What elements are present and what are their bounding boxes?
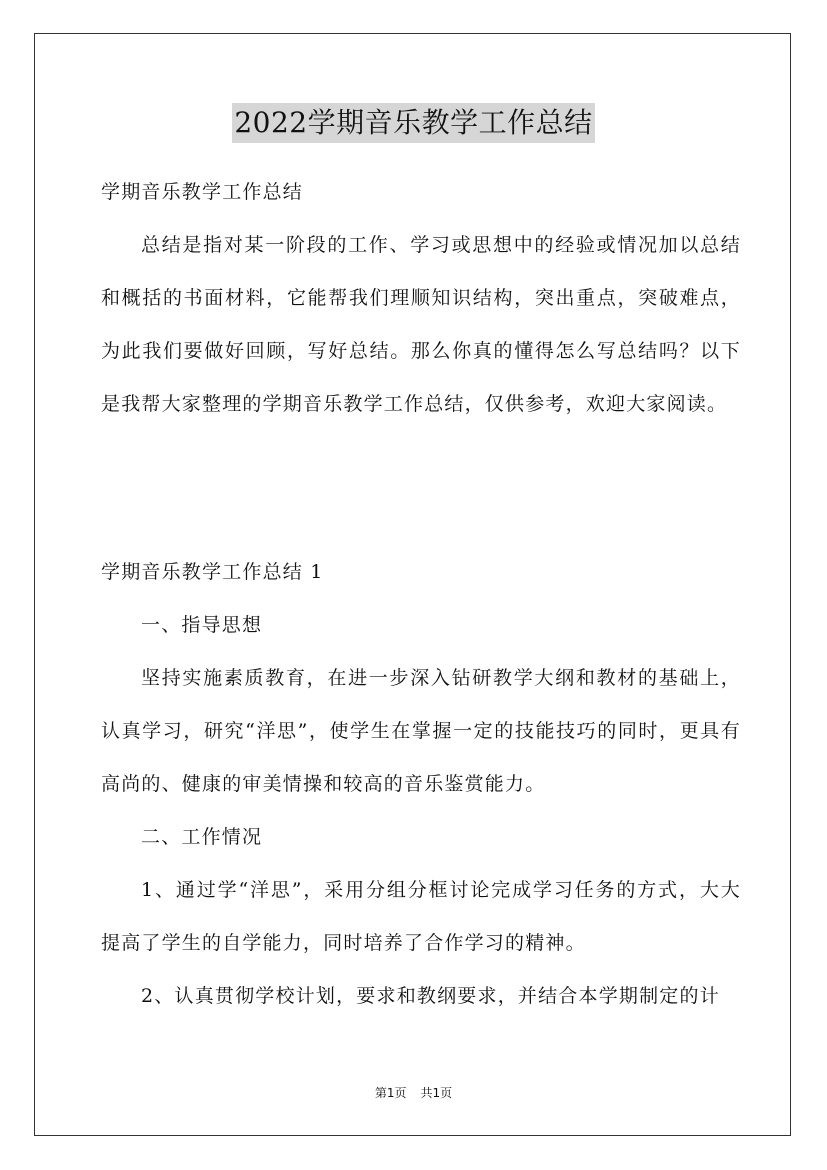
document-title	[0, 103, 827, 143]
intro-paragraph: 总结是指对某一阶段的工作、学习或思想中的经验或情况加以总结和概括的书面材料，它能帮我们理顺知识结构，突出重点，突破难点，为此我们要做好回顾，写好总结。那么你真的懂得怎么写总结吗？以下是我帮大家整理的学期音乐教学工作总结，仅供参考，欢迎大家阅读。	[101, 234, 741, 415]
work-item-2: 2、认真贯彻学校计划，要求和教纲要求，并结合本学期制定的计	[141, 985, 720, 1007]
page-number: 第1页	[374, 1086, 407, 1100]
heading-guiding-ideology: 一、指导思想	[141, 614, 263, 636]
guiding-ideology-paragraph: 坚持实施素质教育，在进一步深入钻研教学大纲和教材的基础上，认真学习，研究“洋思”，使学生在掌握一定的技能技巧的同时，更具有高尚的、健康的审美情操和较高的音乐鉴赏能力。	[101, 667, 741, 795]
work-item-1: 1、通过学“洋思”，采用分组分框讨论完成学习任务的方式，大大提高了学生的自学能力，同时培养了合作学习的精神。	[101, 879, 741, 954]
document-title-text: 2022学期音乐教学工作总结	[232, 103, 594, 143]
page-footer	[0, 1084, 827, 1101]
heading-work-situation: 二、工作情况	[141, 826, 263, 848]
page-total: 共1页	[420, 1086, 453, 1100]
section-1	[101, 546, 741, 1023]
section-title: 学期音乐教学工作总结 1	[101, 561, 324, 583]
document-subtitle: 学期音乐教学工作总结	[101, 181, 304, 203]
document-body	[101, 166, 741, 431]
